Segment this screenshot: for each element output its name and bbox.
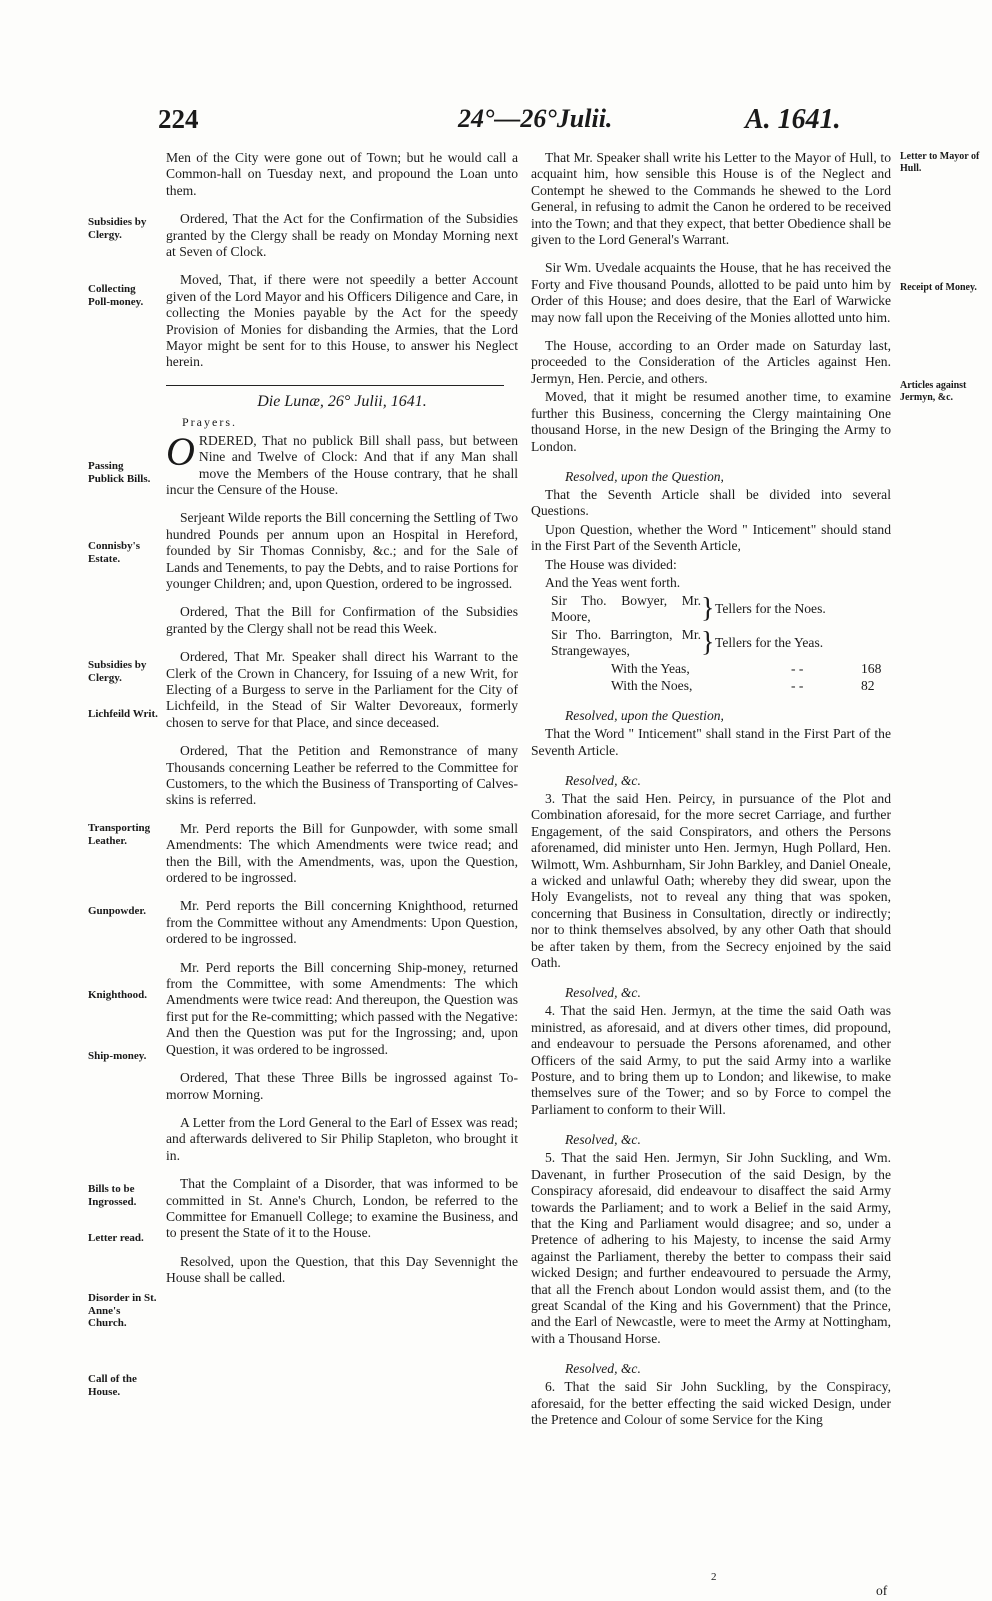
margin-note: Ship-money.	[88, 1050, 147, 1062]
resolved-line: Resolved, upon the Question,	[565, 468, 724, 484]
resolved-line: Resolved, &c.	[565, 1360, 641, 1376]
resolved-line: Resolved, &c.	[565, 772, 641, 788]
drop-cap: O	[166, 428, 195, 474]
signature-mark: 2	[711, 1571, 717, 1583]
margin-note: Passing Publick Bills.	[88, 460, 151, 485]
paragraph-text: RDERED, That no publick Bill shall pass, but between Nine and Twelve of Clock: And that if any Man shall move the Members of the House contrary, that he shall incur the Censure of the House.	[166, 432, 518, 497]
paragraph: And the Yeas went forth.	[545, 574, 681, 590]
article-6: 6. That the said Sir John Suckling, by the Conspiracy, aforesaid, for the better effecting the said wicked Design, under the Pretence and Colour of some Service for the King	[531, 1379, 891, 1427]
paragraph: That the Seventh Article shall be divided into several Questions.	[531, 486, 891, 519]
margin-note: Letter to Mayor of Hull.	[900, 151, 980, 174]
day-heading: Die Lunæ, 26° Julii, 1641.	[257, 392, 427, 410]
paragraph	[166, 428, 518, 499]
right-column	[531, 150, 891, 1430]
left-column	[166, 150, 518, 1299]
margin-note: Subsidies by Clergy.	[88, 659, 147, 684]
vote-label: With the Noes,	[611, 677, 693, 693]
article-4: 4. That the said Hen. Jermyn, at the time the said Oath was ministred, as aforesaid, and at divers other times, did propound, and endeavour to persuade the Persons aforenamed, and other Officers of the said Army, to put the said Army into a warlike Posture, and to bring them up to London; and likewise, to make themselves sure of the Tower; and so by Force to compel the Parliament to conform to their Will.	[531, 1003, 891, 1117]
margin-note: Connisby's Estate.	[88, 540, 140, 565]
teller-label: Tellers for the Noes.	[715, 601, 826, 617]
paragraph: Ordered, That these Three Bills be ingrossed against To-morrow Morning.	[166, 1070, 518, 1102]
paragraph: Ordered, That the Petition and Remonstrance of many Thousands concerning Leather be referred to the Committee for Customers, to the which the Business of Transporting of Calves-skins is referred.	[166, 743, 518, 808]
paragraph: Mr. Perd reports the Bill concerning Ship-money, returned from the Committee, with some Amendments: The which Amendments were twice read: And thereupon, the Question was first put for the Re-committing; which passed with the Negative: And then the Question was put for the Ingrossing; and, upon Question, it was ordered to be ingrossed.	[166, 959, 518, 1057]
tellers-noes	[551, 593, 891, 625]
teller-label: Tellers for the Yeas.	[715, 635, 824, 651]
tellers-yeas	[551, 627, 891, 659]
paragraph: The House, according to an Order made on Saturday last, proceeded to the Consideration of the Articles against Hen. Jermyn, Hen. Percie, and others.	[531, 338, 891, 386]
paragraph: That the Word " Inticement" shall stand in the First Part of the Seventh Article.	[531, 726, 891, 758]
margin-note: Call of the House.	[88, 1373, 137, 1398]
paragraph: Ordered, That the Act for the Confirmation of the Subsidies granted by the Clergy shall be ready on Monday Morning next at Seven of Clock.	[166, 211, 518, 260]
brace: }	[701, 627, 715, 659]
vote-label: With the Yeas,	[611, 661, 690, 677]
catchword: of	[876, 1583, 888, 1598]
paragraph: Upon Question, whether the Word " Inticement" should stand in the First Part of the Seventh Article,	[531, 521, 891, 554]
brace: }	[701, 593, 715, 625]
margin-note: Receipt of Money.	[900, 282, 977, 293]
resolved-line: Resolved, upon the Question,	[565, 707, 724, 723]
paragraph: Sir Wm. Uvedale acquaints the House, that he has received the Forty and Five thousand Pounds, allotted to be paid unto him by Order of this House; and does desire, that the Earl of Warwicke may now fall upon the Receiving of the Monies allotted unto him.	[531, 260, 891, 325]
paragraph: Moved, That, if there were not speedily a better Account given of the Lord Mayor and his Officers Diligence and Care, in collecting the Monies payable by the Act for the speedy Provision of Monies for disbanding the Armies, that the Lord Mayor might be sent for to this House, to answer his Neglect herein.	[166, 272, 518, 370]
margin-note: Lichfeild Writ.	[88, 708, 158, 720]
section-rule	[166, 385, 504, 386]
page-number: 224	[158, 104, 199, 134]
margin-note: Knighthood.	[88, 989, 147, 1001]
margin-note: Gunpowder.	[88, 905, 146, 917]
paragraph: Serjeant Wilde reports the Bill concerning the Settling of Two hundred Pounds per annum upon an Hospital in Hereford, founded by Sir Thomas Connisby, &c.; and for the Sale of Lands and Tenements, to pay the Debts, and to raise Portions for younger Children; and, upon Question, ordered to be ingrossed.	[166, 510, 518, 591]
resolved-line: Resolved, &c.	[565, 1131, 641, 1147]
article-5: 5. That the said Hen. Jermyn, Sir John Suckling, and Wm. Davenant, in further Prosecution of the said Design, by the Conspiracy aforesaid, did endeavour to disaffect the said Army towards the Parliament; and to work a Belief in the said Army, that the King and Parliament would disagree; and so, under a Pretence of adhering to his Majesty, to incense the said Army against the Parliament, thereby the better to compass their said wicked Design; and further endeavoured to persuade the Army, that all the French about London would assist them, and (to the great Scandal of the King and his Government) that the Prince, and the Earl of Newcastle, were to meet the Army at Nottingham, with a Thousand Horse.	[531, 1150, 891, 1346]
paragraph: Men of the City were gone out of Town; but he would call a Common-hall on Tuesday next, and propound the Loan unto them.	[166, 150, 518, 198]
vote-noes	[611, 678, 891, 694]
teller-names: Sir Tho. Bowyer, Mr. Moore,	[551, 593, 701, 625]
paragraph: Ordered, That Mr. Speaker shall direct his Warrant to the Clerk of the Crown in Chancery, for Issuing of a new Writ, for Electing of a Burgess to serve in the Parliament for the City of Lichfeild, in the Stead of Sir Walter Devoreaux, formerly chosen to serve for that Place, and since deceased.	[166, 649, 518, 730]
margin-note: Subsidies by Clergy.	[88, 216, 147, 241]
vote-dashes: - -	[791, 677, 804, 693]
vote-count: 168	[861, 661, 882, 677]
paragraph: That Mr. Speaker shall write his Letter to the Mayor of Hull, to acquaint him, how sensible this House is of the Neglect and Contempt he shewed to the Commands he shewed to the Lord General, in refusing to admit the Canon he ordered to be received into the Town; and that they expect, that better Obedience shall be given to the Lord General's Warrant.	[531, 150, 891, 248]
paragraph: Mr. Perd reports the Bill for Gunpowder, with some small Amendments: The which Amendments were twice read; and then the Bill, with the Amendments, was, upon the Question, ordered to be ingrossed.	[166, 820, 518, 886]
running-date: 24°—26°Julii.	[458, 104, 613, 133]
vote-count: 82	[861, 677, 875, 693]
paragraph: Mr. Perd reports the Bill concerning Knighthood, returned from the Committee without any Amendments: Upon Question, ordered to be ingrossed.	[166, 898, 518, 947]
resolved-line: Resolved, &c.	[565, 985, 641, 1001]
running-year: A. 1641.	[745, 104, 841, 135]
margin-note: Letter read.	[88, 1232, 144, 1244]
paragraph: A Letter from the Lord General to the Earl of Essex was read; and afterwards delivered to Sir Philip Stapleton, who brought it in.	[166, 1114, 518, 1163]
paragraph: Ordered, That the Bill for Confirmation of the Subsidies granted by the Clergy shall not be read this Week.	[166, 604, 518, 636]
prayers-label: Prayers.	[182, 415, 237, 430]
teller-names: Sir Tho. Barrington, Mr. Strangewayes,	[551, 627, 701, 659]
paragraph: Resolved, upon the Question, that this Day Sevennight the House shall be called.	[166, 1253, 518, 1286]
paragraph: That the Complaint of a Disorder, that was informed to be committed in St. Anne's Church, London, be referred to the Committee for Emanuell College; to examine the Business, and to present the State of it to the House.	[166, 1176, 518, 1241]
vote-yeas	[611, 661, 891, 677]
vote-dashes: - -	[791, 661, 804, 677]
margin-note: Disorder in St. Anne's Church.	[88, 1292, 157, 1329]
margin-note: Articles against Jermyn, &c.	[900, 380, 967, 403]
margin-note: Collecting Poll-money.	[88, 283, 144, 308]
article-3: 3. That the said Hen. Peircy, in pursuance of the Plot and Combination aforesaid, for the more secret Carriage, and further Engagement, of the said Conspirators, and others the Persons aforenamed, did minister unto Hen. Jermyn, Hugh Pollard, Hen. Wilmott, Wm. Ashburnham, Sir John Barkley, and Daniel Oneale, a wicked and unlawful Oath; whereby they did swear, upon the Holy Evangelists, not to reveal any thing that was spoken, concerning that Business in Consultation, directly or indirectly; nor to think themselves absolved, by any other Oath that should be after taken by them, from the Secrecy enjoined by the said Oath.	[531, 790, 891, 971]
paragraph: Moved, that it might be resumed another time, to examine further this Business, concerning the Clergy maintaining One thousand Horse, in the new Design of the Bringing the Army to London.	[531, 389, 891, 454]
paragraph: The House was divided:	[545, 556, 677, 572]
margin-note: Bills to be Ingrossed.	[88, 1183, 137, 1208]
margin-note: Transporting Leather.	[88, 822, 151, 847]
